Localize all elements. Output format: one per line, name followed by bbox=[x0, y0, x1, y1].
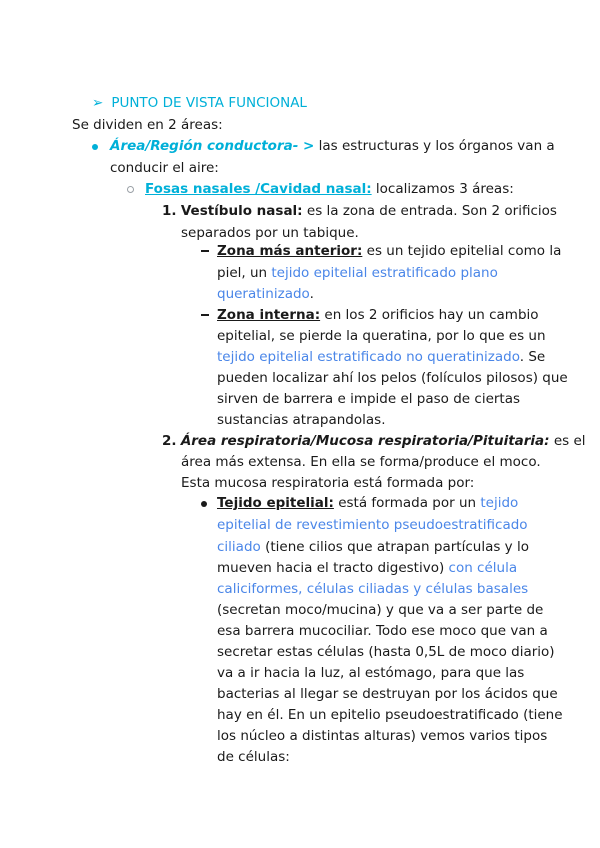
tejido-text-2: (tiene cilios que atrapan partículas y lo bbox=[260, 539, 529, 555]
zona-interna-text-3: . Se bbox=[519, 349, 546, 365]
zona-interna-line-3 bbox=[217, 348, 545, 366]
tejido-line-3 bbox=[217, 538, 529, 556]
tejido-line-9: va a ir hacia la luz, al estómago, para que las bbox=[217, 665, 525, 681]
area-conductora-text: las estructuras y los órganos van a bbox=[314, 138, 555, 154]
tejido-line-11: hay en él. En un epitelio pseudoestratificado (tiene bbox=[217, 707, 563, 723]
area-conductora-label: Área/Región conductora- > bbox=[110, 138, 315, 154]
section-title: PUNTO DE VISTA FUNCIONAL bbox=[111, 95, 307, 111]
tejido-line-12: los núcleo a distintas alturas) vemos varios tipos bbox=[217, 728, 548, 744]
section-heading bbox=[92, 94, 307, 112]
bullet-ring-icon bbox=[127, 186, 134, 193]
zona-interna-blue-1: tejido epitelial estratificado no queratinizado bbox=[217, 349, 520, 365]
vestibulo-text: es la zona de entrada. Son 2 orificios bbox=[302, 203, 557, 219]
tejido-blue-1: tejido bbox=[480, 495, 519, 511]
bullet-dot-icon bbox=[92, 144, 98, 150]
vestibulo-line-1 bbox=[162, 202, 557, 220]
vestibulo-label: Vestíbulo nasal: bbox=[180, 203, 303, 219]
tejido-line-8: secretar estas células (hasta 0,5L de moco diario) bbox=[217, 644, 555, 660]
zona-anterior-text-2: piel, un bbox=[217, 265, 272, 281]
tejido-label: Tejido epitelial: bbox=[217, 495, 334, 511]
intro-text: Se dividen en 2 áreas: bbox=[72, 117, 223, 133]
area-respiratoria-line-2: área más extensa. En ella se forma/produce el moco. bbox=[181, 454, 541, 470]
zona-interna-line-5: sirven de barrera e impide el paso de ciertas bbox=[217, 391, 521, 407]
tejido-line-7: esa barrera mucociliar. Todo ese moco que van a bbox=[217, 623, 548, 639]
zona-anterior-blue-1: tejido epitelial estratificado plano bbox=[271, 265, 498, 281]
tejido-line-6: (secretan moco/mucina) y que va a ser parte de bbox=[217, 602, 544, 618]
fosas-label: Fosas nasales /Cavidad nasal: bbox=[145, 181, 372, 197]
zona-anterior-label: Zona más anterior: bbox=[217, 243, 363, 259]
tejido-line-13: de células: bbox=[217, 749, 290, 765]
zona-anterior-line-3 bbox=[217, 285, 314, 303]
bullet-dot-icon bbox=[201, 501, 207, 507]
zona-interna-line-1 bbox=[217, 306, 539, 324]
tejido-blue-4: con célula bbox=[448, 560, 518, 576]
arrow-bullet-icon: ➢ bbox=[92, 95, 104, 111]
fosas-line bbox=[145, 180, 514, 198]
tejido-text-3: mueven hacia el tracto digestivo) bbox=[217, 560, 449, 576]
tejido-line-4 bbox=[217, 559, 517, 577]
tejido-blue-3: ciliado bbox=[217, 539, 261, 555]
dash-bullet-icon bbox=[201, 314, 209, 316]
tejido-line-1 bbox=[217, 494, 518, 512]
zona-anterior-blue-2: queratinizado bbox=[217, 286, 310, 302]
area-conductora-line-1 bbox=[110, 137, 555, 155]
vestibulo-line-2: separados por un tabique. bbox=[181, 225, 359, 241]
zona-anterior-line-2 bbox=[217, 264, 498, 282]
tejido-line-2: epitelial de revestimiento pseudoestratificado bbox=[217, 517, 528, 533]
zona-interna-line-6: sustancias atrapandolas. bbox=[217, 412, 386, 428]
area-respiratoria-number: 2. bbox=[162, 433, 177, 449]
zona-anterior-line-1 bbox=[217, 242, 561, 260]
zona-anterior-text: es un tejido epitelial como la bbox=[362, 243, 562, 259]
vestibulo-number: 1. bbox=[162, 203, 177, 219]
zona-interna-line-2: epitelial, se pierde la queratina, por lo que es un bbox=[217, 328, 546, 344]
zona-interna-line-4: pueden localizar ahí los pelos (folículos pilosos) que bbox=[217, 370, 568, 386]
area-respiratoria-line-1 bbox=[162, 432, 586, 450]
zona-interna-text-1: en los 2 orificios hay un cambio bbox=[320, 307, 539, 323]
area-respiratoria-text-1: es el bbox=[549, 433, 586, 449]
tejido-text-1: está formada por un bbox=[333, 495, 481, 511]
area-respiratoria-label: Área respiratoria/Mucosa respiratoria/Pituitaria: bbox=[180, 433, 550, 449]
area-respiratoria-line-3: Esta mucosa respiratoria está formada por: bbox=[181, 475, 475, 491]
zona-interna-label: Zona interna: bbox=[217, 307, 321, 323]
tejido-line-10: bacterias al llegar se destruyan por los ácidos que bbox=[217, 686, 558, 702]
tejido-line-5: caliciformes, células ciliadas y células basales bbox=[217, 581, 529, 597]
dash-bullet-icon bbox=[201, 250, 209, 252]
fosas-text: localizamos 3 áreas: bbox=[371, 181, 514, 197]
zona-anterior-text-3: . bbox=[309, 286, 314, 302]
area-conductora-line-2: conducir el aire: bbox=[110, 160, 219, 176]
